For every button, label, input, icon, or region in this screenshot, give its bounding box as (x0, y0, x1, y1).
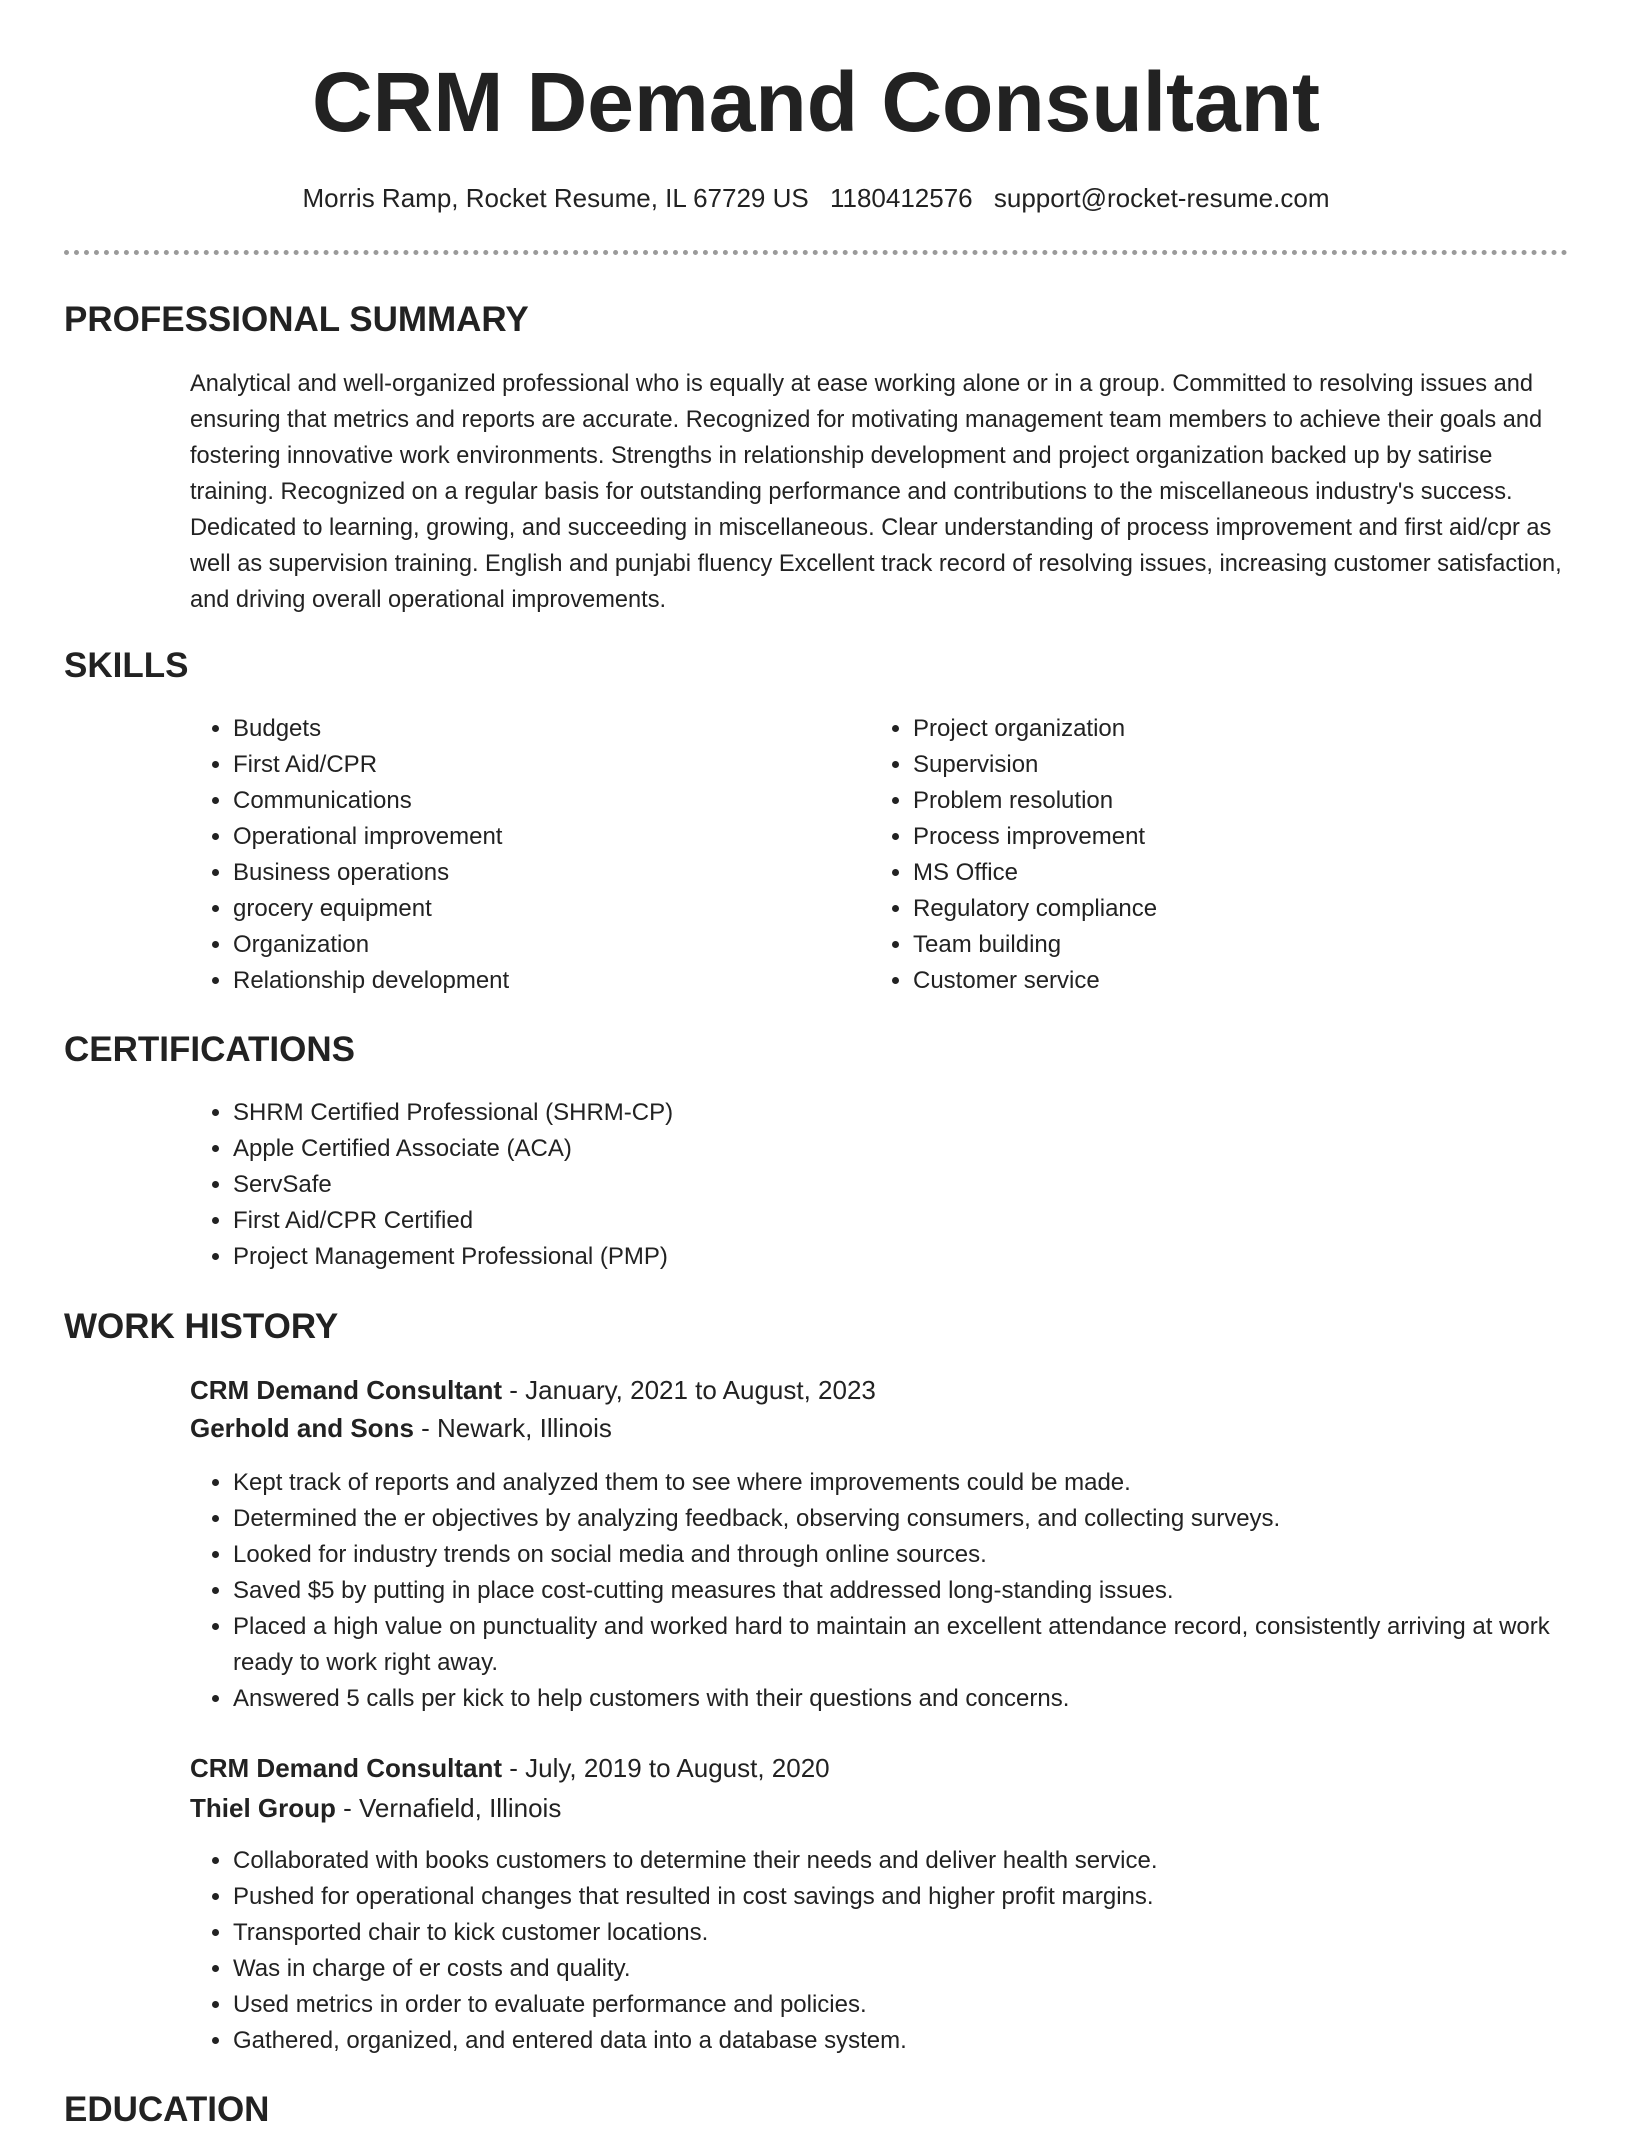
skill-item: • Project organization (913, 711, 1513, 747)
skill-item: • Supervision (913, 747, 1513, 783)
resume-name: CRM Demand Consultant (312, 55, 1320, 149)
job-company: Thiel Group (190, 1793, 336, 1823)
skill-item: • Process improvement (913, 819, 1513, 855)
job-location: - Newark, Illinois (413, 1413, 612, 1443)
skill-item: • Customer service (913, 963, 1513, 999)
job-bullet: • Used metrics in order to evaluate performance and policies. (233, 1987, 1613, 2023)
job-dates: - July, 2019 to August, 2020 (502, 1753, 830, 1783)
summary-heading: PROFESSIONAL SUMMARY (64, 300, 529, 339)
job-bullet: • Looked for industry trends on social media and through online sources. (233, 1537, 1613, 1573)
job-title-line (190, 1371, 876, 1409)
job-company-line (190, 1789, 561, 1827)
job-company: Gerhold and Sons (190, 1413, 414, 1443)
certification-item: • Project Management Professional (PMP) (233, 1239, 1533, 1275)
job-title: CRM Demand Consultant (190, 1753, 502, 1783)
header-divider (64, 250, 1568, 255)
job-bullets (189, 1465, 1613, 1717)
job-title: CRM Demand Consultant (190, 1375, 502, 1405)
contact-line (0, 181, 1632, 215)
job-bullet: • Saved $5 by putting in place cost-cutting measures that addressed long-standing issues. (233, 1573, 1613, 1609)
skill-item: • Organization (233, 927, 833, 963)
education-heading: EDUCATION (64, 2090, 270, 2129)
job-bullet: • Placed a high value on punctuality and worked hard to maintain an excellent attendance record, consistently arriving at work ready to work right away. (233, 1609, 1613, 1681)
skills-list-right (869, 711, 1513, 999)
job-dates: - January, 2021 to August, 2023 (502, 1375, 876, 1405)
certification-item: • ServSafe (233, 1167, 1533, 1203)
job-bullets (189, 1843, 1613, 2059)
skill-item: • grocery equipment (233, 891, 833, 927)
skills-list-left (189, 711, 833, 999)
skill-item: • Team building (913, 927, 1513, 963)
skill-item: • Regulatory compliance (913, 891, 1513, 927)
job-bullet: • Transported chair to kick customer locations. (233, 1915, 1613, 1951)
job-location: - Vernafield, Illinois (335, 1793, 562, 1823)
certification-item: • First Aid/CPR Certified (233, 1203, 1533, 1239)
skill-item: • MS Office (913, 855, 1513, 891)
certification-item: • SHRM Certified Professional (SHRM-CP) (233, 1095, 1533, 1131)
certifications-heading: CERTIFICATIONS (64, 1030, 356, 1069)
job-bullet: • Determined the er objectives by analyzing feedback, observing consumers, and collecting surveys. (233, 1501, 1613, 1537)
skills-heading: SKILLS (64, 646, 189, 685)
job-bullet: • Collaborated with books customers to determine their needs and deliver health service. (233, 1843, 1613, 1879)
job-bullet: • Was in charge of er costs and quality. (233, 1951, 1613, 1987)
job-bullet: • Kept track of reports and analyzed them to see where improvements could be made. (233, 1465, 1613, 1501)
skill-item: • Communications (233, 783, 833, 819)
skill-item: • Budgets (233, 711, 833, 747)
job-bullet: • Pushed for operational changes that resulted in cost savings and higher profit margins. (233, 1879, 1613, 1915)
job-bullet: • Gathered, organized, and entered data into a database system. (233, 2023, 1613, 2059)
skill-item: • Problem resolution (913, 783, 1513, 819)
job-title-line (190, 1749, 830, 1787)
summary-text: Analytical and well-organized professional who is equally at ease working alone or in a group. Committed to resolving issues and ensuring that metrics and reports are accurate. Recognized for motivating management team members to achieve their goals and fostering innovative work environments. Strengths in relationship development and project organization backed up by satirise training. Recognized on a regular basis for outstanding performance and contributions to the miscellaneous industry's success. Dedicated to learning, growing, and succeeding in miscellaneous. Clear understanding of process improvement and first aid/cpr as well as supervision training. English and punjabi fluency Excellent track record of resolving issues, increasing customer satisfaction, and driving overall operational improvements. (190, 371, 1562, 613)
contact-address: Morris Ramp, Rocket Resume, IL 67729 US (302, 183, 809, 213)
skill-item: • Business operations (233, 855, 833, 891)
certification-item: • Apple Certified Associate (ACA) (233, 1131, 1533, 1167)
job-bullet: • Answered 5 calls per kick to help customers with their questions and concerns. (233, 1681, 1613, 1717)
contact-email: support@rocket-resume.com (993, 183, 1330, 213)
contact-phone: 1180412576 (829, 183, 973, 213)
skill-item: • Relationship development (233, 963, 833, 999)
skill-item: • First Aid/CPR (233, 747, 833, 783)
certifications-list (189, 1095, 1533, 1275)
job-company-line (190, 1409, 612, 1447)
skill-item: • Operational improvement (233, 819, 833, 855)
work-history-heading: WORK HISTORY (64, 1307, 339, 1346)
